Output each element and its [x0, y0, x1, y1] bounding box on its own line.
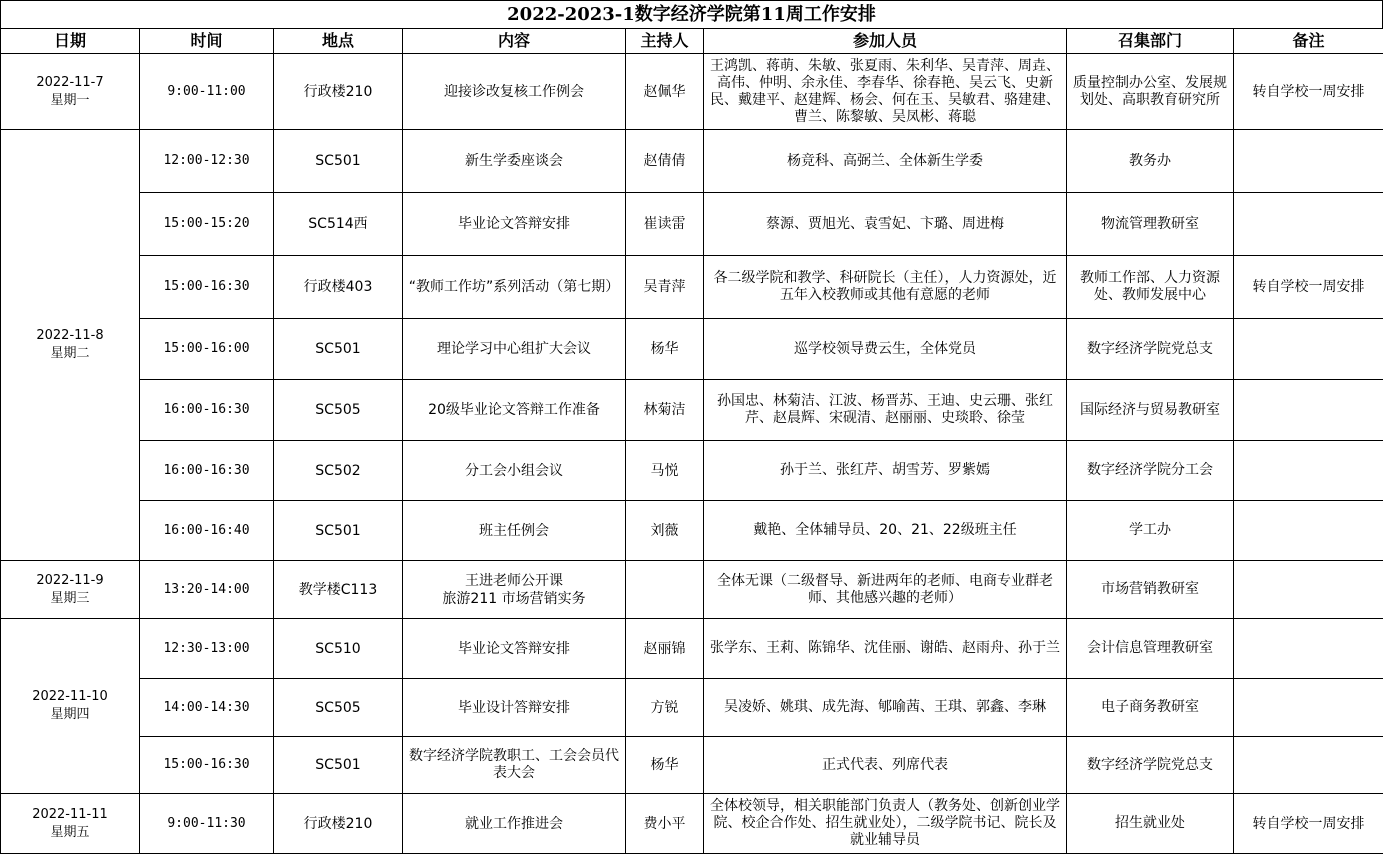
table-row	[1, 193, 1383, 256]
attendees-cell: 蔡源、贾旭光、袁雪妃、卞璐、周进梅	[704, 193, 1067, 256]
note-cell	[1234, 501, 1383, 561]
content-cell: 分工会小组会议	[403, 441, 626, 501]
host-cell	[626, 561, 704, 619]
header-note: 备注	[1234, 29, 1383, 54]
date-text: 2022-11-11	[32, 806, 108, 822]
date-cell	[1, 561, 140, 619]
table-row	[1, 794, 1383, 854]
table-row	[1, 319, 1383, 380]
header-dept: 召集部门	[1067, 29, 1234, 54]
place-cell: 行政楼403	[274, 256, 403, 319]
content-line: 旅游211 市场营销实务	[442, 590, 586, 607]
dept-cell: 数字经济学院分工会	[1067, 441, 1234, 501]
content-cell: 数字经济学院教职工、工会会员代表大会	[403, 737, 626, 794]
table-row	[1, 256, 1383, 319]
content-cell: 毕业论文答辩安排	[403, 619, 626, 679]
content-cell: 毕业设计答辩安排	[403, 679, 626, 737]
time-cell: 15:00-16:30	[140, 256, 274, 319]
host-cell: 林菊洁	[626, 380, 704, 441]
content-cell: “教师工作坊”系列活动（第七期）	[403, 256, 626, 319]
place-cell: SC505	[274, 679, 403, 737]
header-host: 主持人	[626, 29, 704, 54]
dept-cell: 物流管理教研室	[1067, 193, 1234, 256]
note-cell	[1234, 619, 1383, 679]
time-cell: 15:00-16:00	[140, 319, 274, 380]
header-row	[1, 29, 1383, 54]
content-cell: 新生学委座谈会	[403, 130, 626, 193]
content-cell: 毕业论文答辩安排	[403, 193, 626, 256]
date-text: 2022-11-10	[32, 689, 108, 704]
note-cell: 转自学校一周安排	[1234, 256, 1383, 319]
place-cell: SC505	[274, 380, 403, 441]
note-cell	[1234, 380, 1383, 441]
time-cell: 12:00-12:30	[140, 130, 274, 193]
dept-cell: 教师工作部、人力资源处、教师发展中心	[1067, 256, 1234, 319]
weekday-text: 星期三	[50, 590, 90, 606]
table-row	[1, 380, 1383, 441]
sheet-title: 2022-2023-1数字经济学院第11周工作安排	[0, 0, 1383, 28]
header-attendees: 参加人员	[704, 29, 1067, 54]
weekday-text: 星期五	[50, 824, 90, 840]
note-cell	[1234, 193, 1383, 256]
table-row	[1, 441, 1383, 501]
attendees-cell: 吴凌娇、姚琪、成先海、郇喻茜、王琪、郭鑫、李琳	[704, 679, 1067, 737]
dept-cell: 市场营销教研室	[1067, 561, 1234, 619]
place-cell: SC501	[274, 319, 403, 380]
table-row	[1, 619, 1383, 679]
date-cell	[1, 619, 140, 794]
place-cell: 教学楼C113	[274, 561, 403, 619]
time-cell: 14:00-14:30	[140, 679, 274, 737]
note-cell: 转自学校一周安排	[1234, 54, 1383, 130]
attendees-cell: 巡学校领导费云生，全体党员	[704, 319, 1067, 380]
header-date: 日期	[1, 29, 140, 54]
time-cell: 15:00-16:30	[140, 737, 274, 794]
place-cell: SC514西	[274, 193, 403, 256]
place-cell: SC502	[274, 441, 403, 501]
dept-cell: 会计信息管理教研室	[1067, 619, 1234, 679]
host-cell: 刘薇	[626, 501, 704, 561]
note-cell	[1234, 319, 1383, 380]
header-content: 内容	[403, 29, 626, 54]
dept-cell: 数字经济学院党总支	[1067, 319, 1234, 380]
note-cell	[1234, 130, 1383, 193]
table-row	[1, 130, 1383, 193]
table-row	[1, 737, 1383, 794]
place-cell: SC501	[274, 737, 403, 794]
host-cell: 杨华	[626, 737, 704, 794]
attendees-cell: 孙国忠、林菊洁、江波、杨晋苏、王迪、史云珊、张红芹、赵晨辉、宋砚清、赵丽丽、史琰聆、徐莹	[704, 380, 1067, 441]
attendees-cell: 各二级学院和教学、科研院长（主任），人力资源处，近五年入校教师或其他有意愿的老师	[704, 256, 1067, 319]
attendees-cell: 全体无课（二级督导、新进两年的老师、电商专业群老师、其他感兴趣的老师）	[704, 561, 1067, 619]
dept-cell: 电子商务教研室	[1067, 679, 1234, 737]
note-cell	[1234, 737, 1383, 794]
attendees-cell: 张学东、王莉、陈锦华、沈佳丽、谢皓、赵雨舟、孙于兰	[704, 619, 1067, 679]
time-cell: 9:00-11:00	[140, 54, 274, 130]
note-cell	[1234, 561, 1383, 619]
date-text: 2022-11-8	[36, 328, 104, 343]
content-cell: 20级毕业论文答辩工作准备	[403, 380, 626, 441]
host-cell: 费小平	[626, 794, 704, 854]
dept-cell: 教务办	[1067, 130, 1234, 193]
dept-cell: 招生就业处	[1067, 794, 1234, 854]
host-cell: 方锐	[626, 679, 704, 737]
place-cell: 行政楼210	[274, 794, 403, 854]
table-row	[1, 679, 1383, 737]
date-cell	[1, 130, 140, 561]
host-cell: 杨华	[626, 319, 704, 380]
dept-cell: 质量控制办公室、发展规划处、高职教育研究所	[1067, 54, 1234, 130]
dept-cell: 数字经济学院党总支	[1067, 737, 1234, 794]
note-cell	[1234, 441, 1383, 501]
weekday-text: 星期四	[50, 707, 90, 722]
place-cell: SC501	[274, 130, 403, 193]
content-cell: 班主任例会	[403, 501, 626, 561]
date-text: 2022-11-7	[36, 74, 104, 90]
header-place: 地点	[274, 29, 403, 54]
date-cell	[1, 794, 140, 854]
content-cell: 就业工作推进会	[403, 794, 626, 854]
content-cell: 迎接诊改复核工作例会	[403, 54, 626, 130]
table-row	[1, 54, 1383, 130]
place-cell: 行政楼210	[274, 54, 403, 130]
time-cell: 15:00-15:20	[140, 193, 274, 256]
dept-cell: 国际经济与贸易教研室	[1067, 380, 1234, 441]
time-cell: 16:00-16:30	[140, 380, 274, 441]
header-time: 时间	[140, 29, 274, 54]
schedule-table	[0, 28, 1383, 854]
dept-cell: 学工办	[1067, 501, 1234, 561]
host-cell: 赵倩倩	[626, 130, 704, 193]
table-row	[1, 501, 1383, 561]
table-row	[1, 561, 1383, 619]
time-cell: 12:30-13:00	[140, 619, 274, 679]
content-line: 王进老师公开课	[465, 572, 563, 589]
host-cell: 崔读雷	[626, 193, 704, 256]
weekday-text: 星期二	[50, 346, 90, 361]
attendees-cell: 孙于兰、张红芹、胡雪芳、罗紫嫣	[704, 441, 1067, 501]
host-cell: 赵丽锦	[626, 619, 704, 679]
host-cell: 马悦	[626, 441, 704, 501]
attendees-cell: 王鸿凯、蒋萌、朱敏、张夏雨、朱利华、吴青萍、周垚、高伟、仲明、余永佳、李春华、徐春艳、吴云飞、史新民、戴建平、赵建辉、杨会、何在玉、吴敏君、骆建建、曹兰、陈黎敏、吴凤彬、蒋聪	[704, 54, 1067, 130]
note-cell	[1234, 679, 1383, 737]
place-cell: SC510	[274, 619, 403, 679]
date-cell	[1, 54, 140, 130]
time-cell: 13:20-14:00	[140, 561, 274, 619]
host-cell: 吴青萍	[626, 256, 704, 319]
attendees-cell: 杨竞科、高弼兰、全体新生学委	[704, 130, 1067, 193]
host-cell: 赵佩华	[626, 54, 704, 130]
date-text: 2022-11-9	[36, 572, 104, 588]
content-cell	[403, 561, 626, 619]
attendees-cell: 全体校领导，相关职能部门负责人（教务处、创新创业学院、校企合作处、招生就业处），二级学院书记、院长及就业辅导员	[704, 794, 1067, 854]
time-cell: 9:00-11:30	[140, 794, 274, 854]
time-cell: 16:00-16:30	[140, 441, 274, 501]
place-cell: SC501	[274, 501, 403, 561]
time-cell: 16:00-16:40	[140, 501, 274, 561]
note-cell: 转自学校一周安排	[1234, 794, 1383, 854]
attendees-cell: 正式代表、列席代表	[704, 737, 1067, 794]
attendees-cell: 戴艳、全体辅导员、20、21、22级班主任	[704, 501, 1067, 561]
content-cell: 理论学习中心组扩大会议	[403, 319, 626, 380]
weekday-text: 星期一	[50, 92, 90, 108]
